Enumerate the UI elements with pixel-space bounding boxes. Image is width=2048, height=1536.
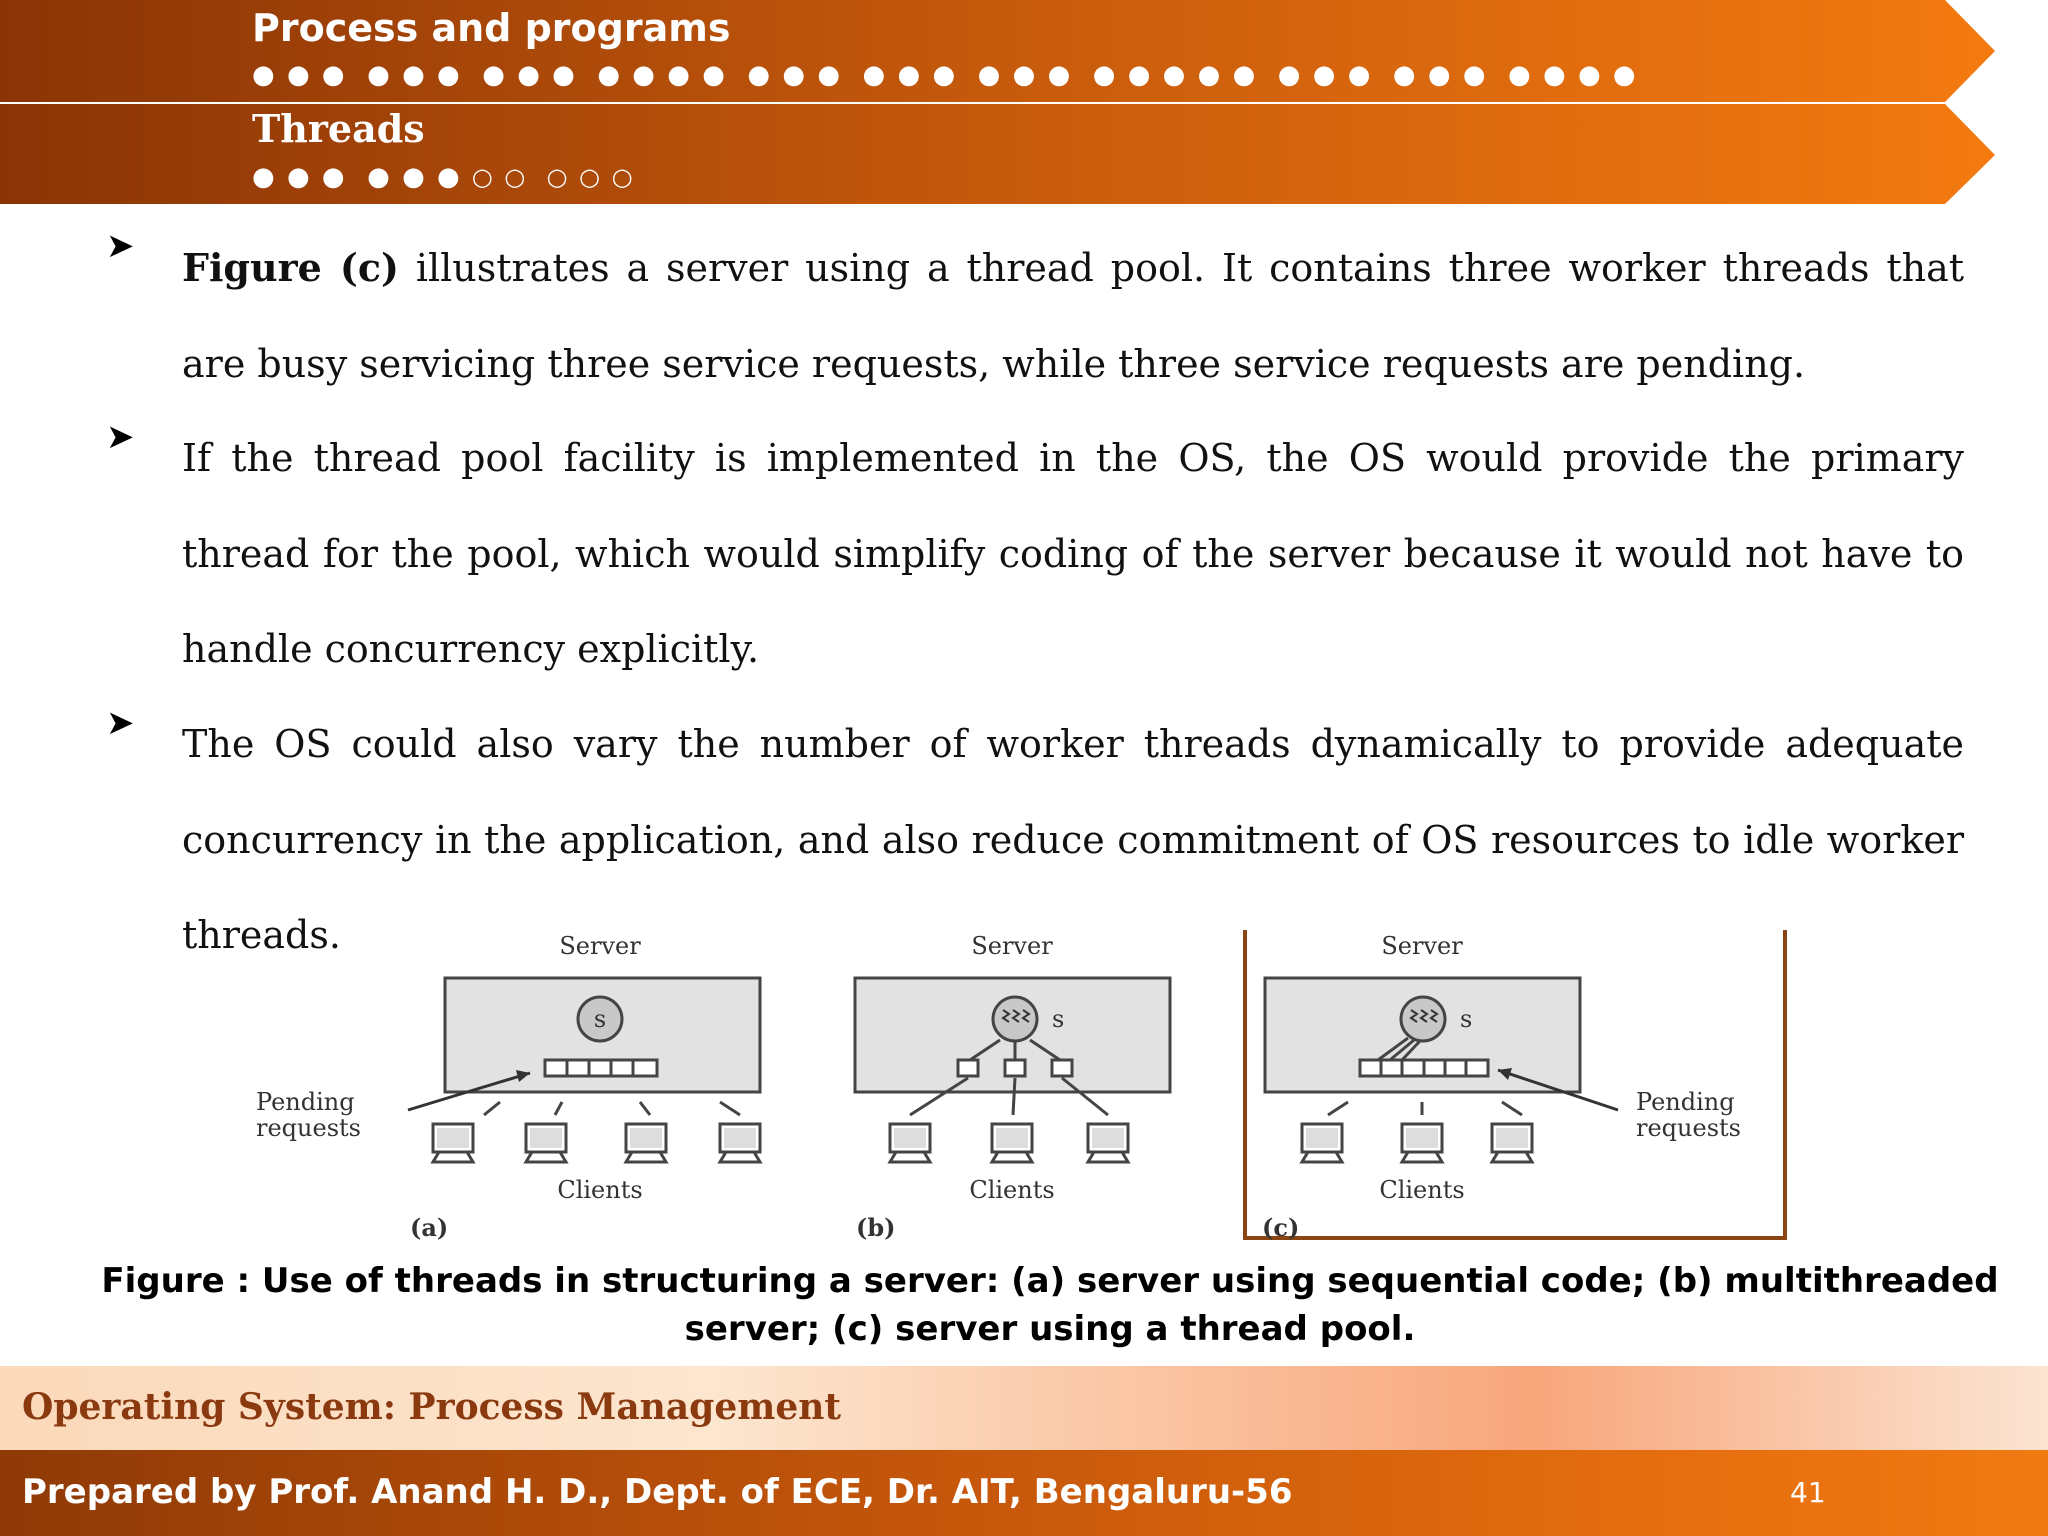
client-monitor-icon xyxy=(890,1124,930,1162)
server-symbol: s xyxy=(1460,1005,1473,1033)
author-credit: Prepared by Prof. Anand H. D., Dept. of ECE, Dr. AIT, Bengaluru-56 xyxy=(22,1472,1293,1512)
server-symbol: s xyxy=(593,1005,607,1033)
section-title: Process and programs xyxy=(252,6,731,50)
client-monitor-icon xyxy=(626,1124,666,1162)
progress-dots-filled: ● ● ● ● ● ● ● ● ● ● ● ● ● ● ● ● ● ● ● ● ● ● ● ● ● ● ● ● ● ● ● ● ● ● ● ● ● xyxy=(252,60,1638,90)
progress-dots-filled: ● ● ● ● ● ● xyxy=(252,162,462,192)
bullet-text xyxy=(182,220,1964,412)
client-monitor-icon xyxy=(720,1124,760,1162)
panel-b-diagram xyxy=(855,932,1170,1242)
client-monitor-icon xyxy=(1088,1124,1128,1162)
client-monitor-icon xyxy=(1302,1124,1342,1162)
clients-label: Clients xyxy=(557,1176,643,1204)
course-title: Operating System: Process Management xyxy=(22,1386,842,1428)
pending-label: requests xyxy=(1636,1114,1741,1142)
client-monitor-icon xyxy=(433,1124,473,1162)
pending-label: requests xyxy=(256,1114,361,1142)
client-monitor-icon xyxy=(1492,1124,1532,1162)
bullet-body: The OS could also vary the number of worker threads dynamically to provide adequate concurrency in the application, and also reduce commitment of OS resources to idle worker threads. xyxy=(182,722,1964,957)
progress-dots-empty: ○ ○ ○ ○ ○ xyxy=(471,163,635,191)
client-monitor-icon xyxy=(992,1124,1032,1162)
request-queue xyxy=(1360,1060,1488,1076)
server-threads-figure xyxy=(230,930,1810,1250)
bullet-body: illustrates a server using a thread pool. It contains three worker threads that are busy servicing three service requests, while three service requests are pending. xyxy=(182,246,1964,386)
figure-caption: Figure : Use of threads in structuring a server: (a) server using sequential code; (b) multithreaded server; (c) server using a thread pool. xyxy=(101,1261,1999,1349)
server-label: Server xyxy=(1381,932,1463,960)
footer-course-bar xyxy=(0,1366,2048,1450)
arrow-bullet-icon: ➤ xyxy=(106,226,135,266)
panel-label: (a) xyxy=(410,1213,449,1242)
footer-credit-bar xyxy=(0,1450,2048,1536)
client-monitor-icon xyxy=(1402,1124,1442,1162)
worker-thread-boxes xyxy=(958,1060,1072,1076)
slide-number: 41 xyxy=(1790,1476,1826,1509)
server-symbol: s xyxy=(1052,1005,1065,1033)
progress-dots xyxy=(252,162,635,192)
server-label: Server xyxy=(559,932,641,960)
subsection-title: Threads xyxy=(252,106,425,151)
bullet-bold-lead: Figure (c) xyxy=(182,245,399,290)
arrow-bullet-icon: ➤ xyxy=(106,703,135,743)
pending-label: Pending xyxy=(1636,1088,1735,1116)
panel-label: (c) xyxy=(1262,1213,1300,1242)
panel-label: (b) xyxy=(856,1213,896,1242)
bullet-text xyxy=(182,411,1964,698)
header-banner-subsection xyxy=(0,0,2000,204)
clients-label: Clients xyxy=(969,1176,1055,1204)
panel-a-diagram xyxy=(256,932,760,1242)
panel-c-diagram xyxy=(1245,930,1785,1242)
clients-label: Clients xyxy=(1379,1176,1465,1204)
request-queue xyxy=(545,1060,657,1076)
arrow-bullet-icon: ➤ xyxy=(106,417,135,457)
server-label: Server xyxy=(971,932,1053,960)
client-monitor-icon xyxy=(526,1124,566,1162)
pending-label: Pending xyxy=(256,1088,355,1116)
figure-diagram xyxy=(230,930,1810,1250)
bullet-body: If the thread pool facility is implemented in the OS, the OS would provide the primary thread for the pool, which would simplify coding of the server because it would not have to handle concurrency explicitly. xyxy=(182,436,1964,671)
